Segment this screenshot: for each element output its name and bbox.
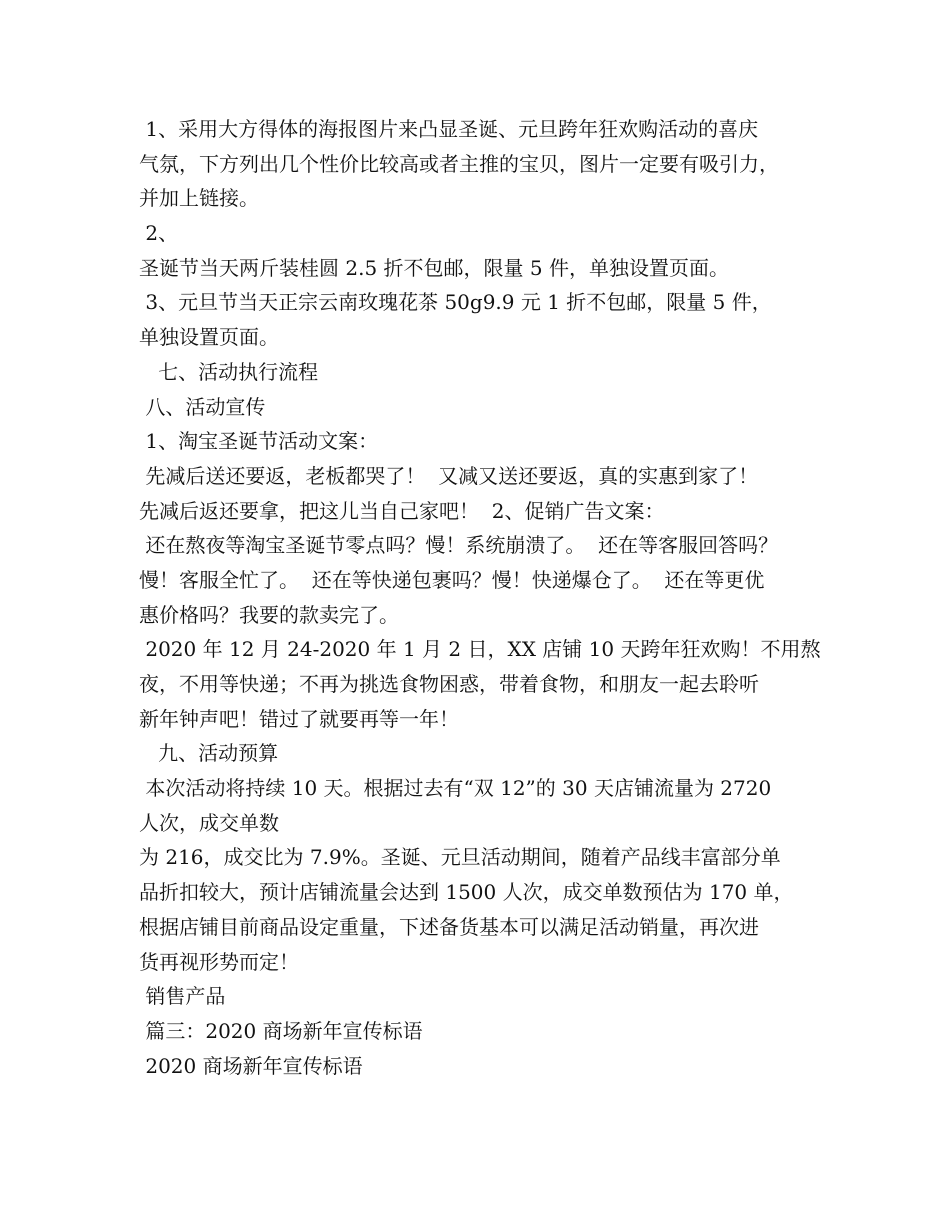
text-line: 单独设置页面。 [139,325,279,350]
section-heading: 七、活动执行流程 [139,359,319,384]
text-line: 2020 商场新年宣传标语 [139,1053,363,1078]
text-line: 2、 [139,221,179,246]
text-line: 慢！客服全忙了。 还在等快递包裹吗？慢！快递爆仓了。 还在等更优 [139,567,765,592]
text-line: 并加上链接。 [139,186,259,211]
text-line: 1、采用大方得体的海报图片来凸显圣诞、元旦跨年狂欢购活动的喜庆 [139,117,759,141]
text-line: 根据店铺目前商品设定重量，下述备货基本可以满足活动销量，再次进 [139,914,759,939]
text-line: 3、元旦节当天正宗云南玫瑰花茶 50g9.9 元 1 折不包邮，限量 5 件， [139,290,772,315]
section-heading: 篇三：2020 商场新年宣传标语 [139,1018,423,1043]
section-heading: 九、活动预算 [139,741,279,766]
text-line: 圣诞节当天两斤装桂圆 2.5 折不包邮，限量 5 件，单独设置页面。 [139,255,729,280]
section-heading: 八、活动宣传 [139,394,266,419]
text-line: 本次活动将持续 10 天。根据过去有“双 12”的 30 天店铺流量为 2720 [139,776,772,801]
text-line: 为 216，成交比为 7.9%。圣诞、元旦活动期间，随着产品线丰富部分单 [139,845,781,870]
text-line: 还在熬夜等淘宝圣诞节零点吗？慢！系统崩溃了。 还在等客服回答吗？ [139,533,779,558]
text-line: 新年钟声吧！错过了就要再等一年！ [139,706,459,731]
text-line: 货再视形势而定！ [139,949,299,974]
text-line: 惠价格吗？我要的款卖完了。 [139,602,399,627]
document-body [139,112,819,1083]
text-line: 先减后返还要拿，把这儿当自己家吧！ 2、促销广告文案： [139,498,665,523]
text-line: 先减后送还要返，老板都哭了！ 又减又送还要返，真的实惠到家了！ [139,463,759,488]
text-line: 气氛，下方列出几个性价比较高或者主推的宝贝，图片一定要有吸引力， [139,151,779,176]
text-line: 1、淘宝圣诞节活动文案： [139,429,379,454]
text-line: 人次，成交单数 [139,810,279,835]
text-line: 夜，不用等快递；不再为挑选食物困惑，带着食物，和朋友一起去聆听 [139,672,759,696]
text-line: 品折扣较大，预计店铺流量会达到 1500 人次，成交单数预估为 170 单， [139,880,794,905]
text-line: 2020 年 12 月 24-2020 年 1 月 2 日，XX 店铺 10 天跨年狂欢购！不用熬 [139,637,821,662]
text-line: 销售产品 [139,984,226,1009]
